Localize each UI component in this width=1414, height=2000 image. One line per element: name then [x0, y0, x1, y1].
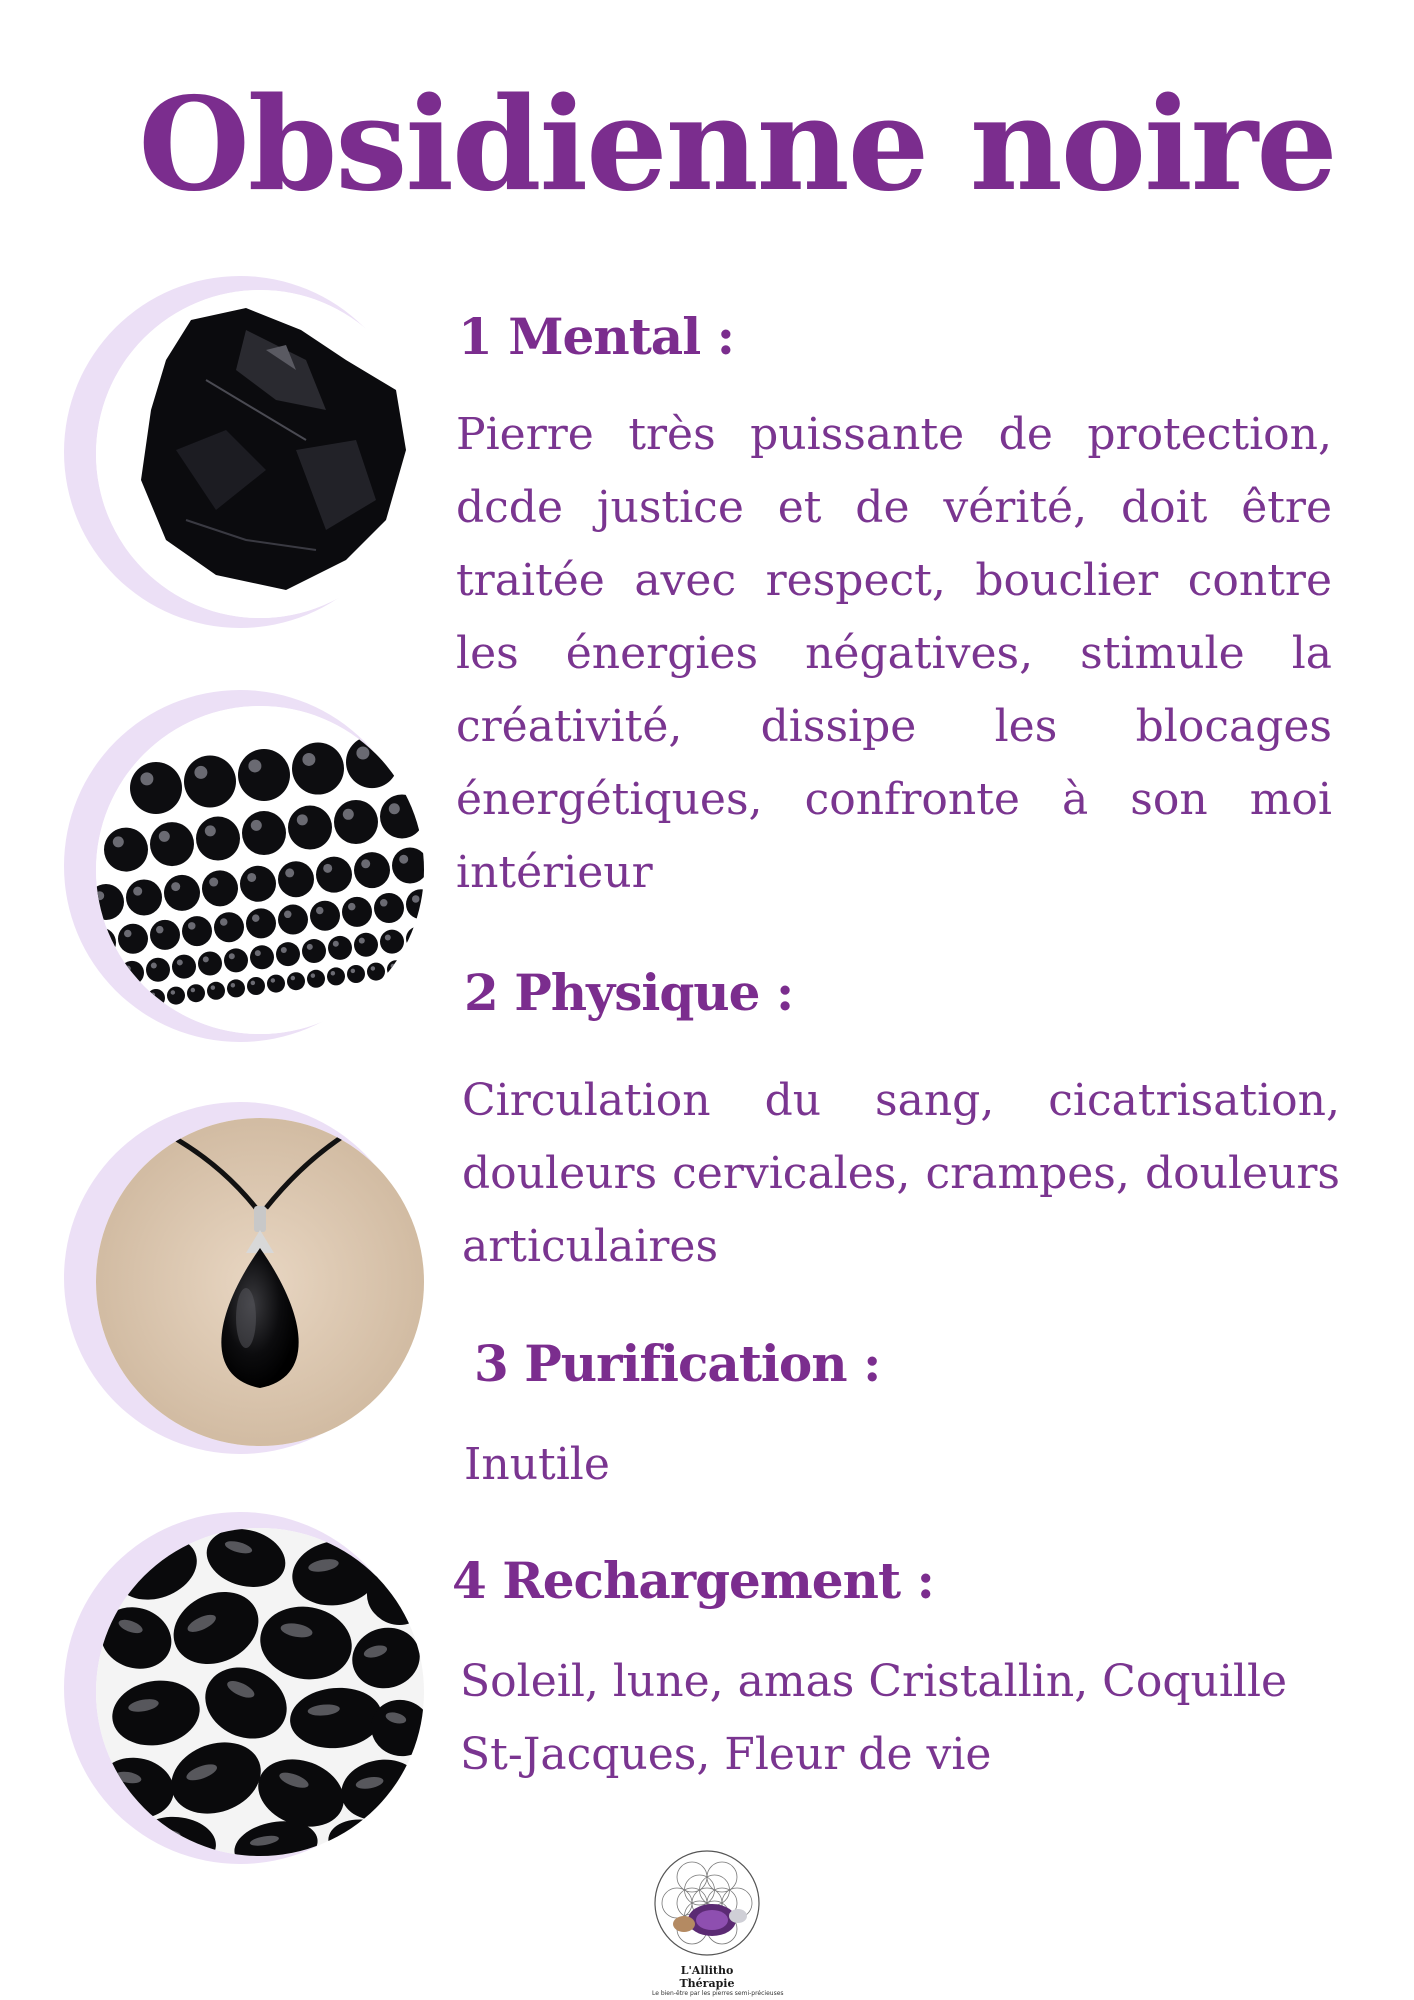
section-text-purification: Inutile [464, 1439, 610, 1490]
section-heading-physique: 2 Physique : [464, 963, 794, 1022]
page-title: Obsidienne noire [138, 70, 1336, 220]
flower-of-life-amethyst-logo [652, 1848, 762, 1958]
section-heading-purification: 3 Purification : [474, 1334, 881, 1393]
tumbled-obsidian-stones-photo [96, 1528, 424, 1856]
raw-obsidian-stone-photo [96, 290, 424, 618]
section-heading-mental: 1 Mental : [458, 307, 735, 366]
section-text-physique: Circulation du sang, cicatrisation, douleurs cervicales, crampes, douleurs articulaires [462, 1075, 1340, 1272]
section-heading-rechargement: 4 Rechargement : [452, 1551, 934, 1610]
logo-name: L'Allitho Thérapie [679, 1964, 735, 1990]
logo-tagline: Le bien-être par les pierres semi-précieuses [652, 1990, 784, 1997]
obsidian-bead-strands-photo [96, 706, 424, 1034]
section-text-mental: Pierre très puissante de protection, dcde justice et de vérité, doit être traitée avec respect, bouclier contre les énergies négatives, stimule la créativité, dissipe les blocages énergétiques, confronte à son moi intérieur [456, 409, 1332, 898]
brand-logo [652, 1848, 784, 1997]
obsidian-pendant-photo [96, 1118, 424, 1446]
section-text-rechargement: Soleil, lune, amas Cristallin, Coquille St-Jacques, Fleur de vie [460, 1656, 1288, 1780]
